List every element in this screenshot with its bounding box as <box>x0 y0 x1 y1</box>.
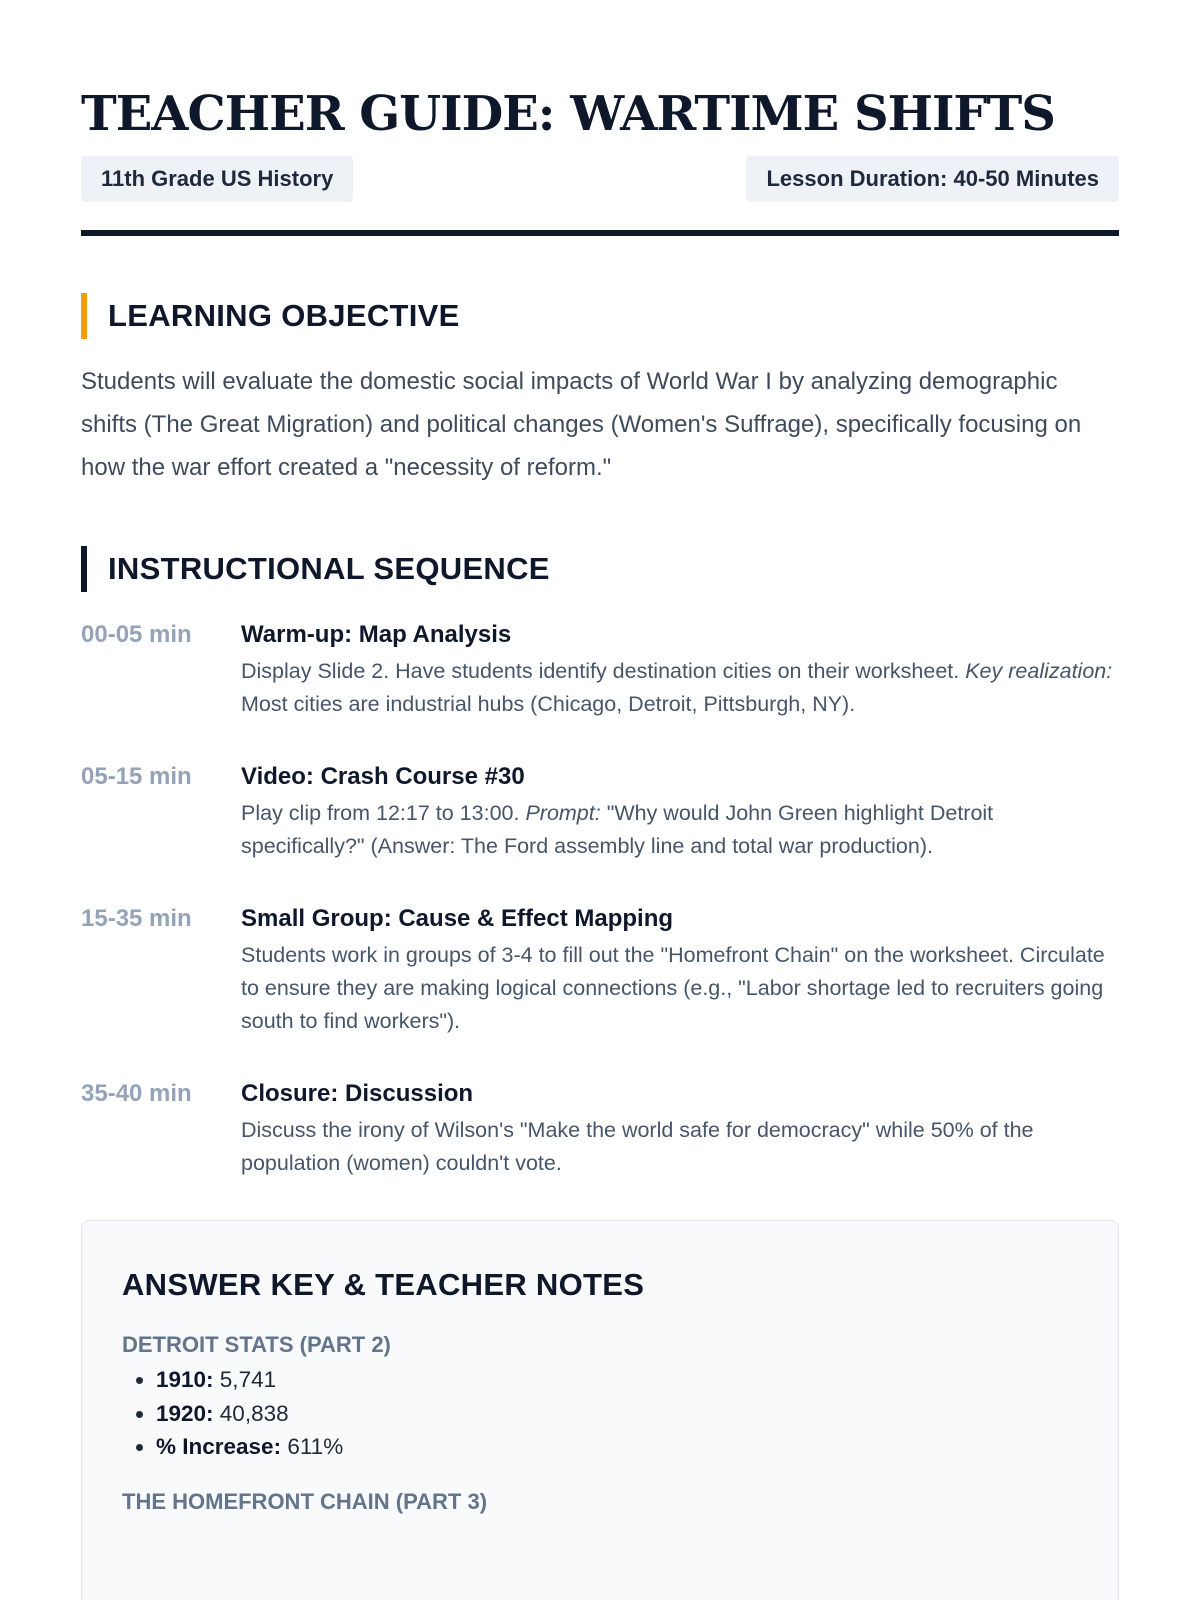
step-body <box>241 619 1119 721</box>
duration-tag: Lesson Duration: 40-50 Minutes <box>746 156 1119 202</box>
stat-label: 1920: <box>156 1400 214 1426</box>
step-time: 15-35 min <box>81 905 192 932</box>
stat-value: 611% <box>281 1434 344 1459</box>
step-title: Closure: Discussion <box>241 1080 474 1107</box>
grade-tag: 11th Grade US History <box>81 156 353 202</box>
step-body <box>241 761 1119 863</box>
homefront-chain-heading: THE HOMEFRONT CHAIN (PART 3) <box>122 1488 488 1514</box>
step-desc-text: Display Slide 2. Have students identify destination cities on their worksheet. <box>241 659 966 683</box>
stat-value: 5,741 <box>213 1367 277 1392</box>
stat-label: 1910: <box>156 1367 214 1392</box>
step-time: 35-40 min <box>81 1080 192 1107</box>
stat-label: % Increase: <box>156 1434 282 1459</box>
answer-key-heading: ANSWER KEY & TEACHER NOTES <box>122 1267 645 1302</box>
page-title: TEACHER GUIDE: WARTIME SHIFTS <box>81 86 1055 142</box>
list-item <box>156 1363 1078 1397</box>
detroit-stats-list <box>122 1363 1078 1464</box>
sequence-step <box>81 903 1119 1038</box>
step-description <box>241 1114 1119 1180</box>
step-time: 00-05 min <box>81 621 192 648</box>
meta-row <box>81 156 1119 202</box>
step-desc-text: Most cities are industrial hubs (Chicago, Detroit, Pittsburgh, NY). <box>241 692 856 716</box>
header-divider <box>81 230 1119 236</box>
step-desc-emphasis: Prompt: <box>525 801 601 825</box>
sequence-step <box>81 761 1119 863</box>
step-body <box>241 1078 1119 1180</box>
detroit-stats-heading: DETROIT STATS (PART 2) <box>122 1332 391 1357</box>
list-item <box>156 1430 1078 1464</box>
answer-key-box <box>81 1220 1119 1600</box>
step-title: Warm-up: Map Analysis <box>241 621 512 648</box>
step-desc-text: Students work in groups of 3-4 to fill out the "Homefront Chain" on the worksheet. Circulate to ensure they are making logical connections (e.g., "Labor shortage led to recruiters going south to find workers"). <box>241 943 1105 1033</box>
step-body <box>241 903 1119 1038</box>
stat-value: 40,838 <box>213 1400 289 1426</box>
sequence-step <box>81 619 1119 721</box>
sequence-heading: INSTRUCTIONAL SEQUENCE <box>81 546 1119 592</box>
step-time: 05-15 min <box>81 763 192 790</box>
sequence-step <box>81 1078 1119 1180</box>
step-desc-text: Play clip from 12:17 to 13:00. <box>241 801 526 825</box>
step-desc-text: "Why would John Green highlight Detroit specifically?" (Answer: The Ford assembly line and total war production). <box>241 801 994 858</box>
objective-text: Students will evaluate the domestic social impacts of World War I by analyzing demographic shifts (The Great Migration) and political changes (Women's Suffrage), specifically focusing on how the war effort created a "necessity of reform." <box>81 368 1082 481</box>
step-desc-text: Discuss the irony of Wilson's "Make the world safe for democracy" while 50% of the population (women) couldn't vote. <box>241 1118 1034 1175</box>
step-title: Video: Crash Course #30 <box>241 763 525 790</box>
objective-heading: LEARNING OBJECTIVE <box>81 293 1119 339</box>
step-description <box>241 655 1119 721</box>
step-description <box>241 939 1119 1038</box>
step-title: Small Group: Cause & Effect Mapping <box>241 905 674 932</box>
instructional-sequence <box>81 619 1119 1180</box>
list-item <box>156 1397 1078 1431</box>
step-desc-emphasis: Key realization: <box>965 659 1113 683</box>
step-description <box>241 797 1119 863</box>
